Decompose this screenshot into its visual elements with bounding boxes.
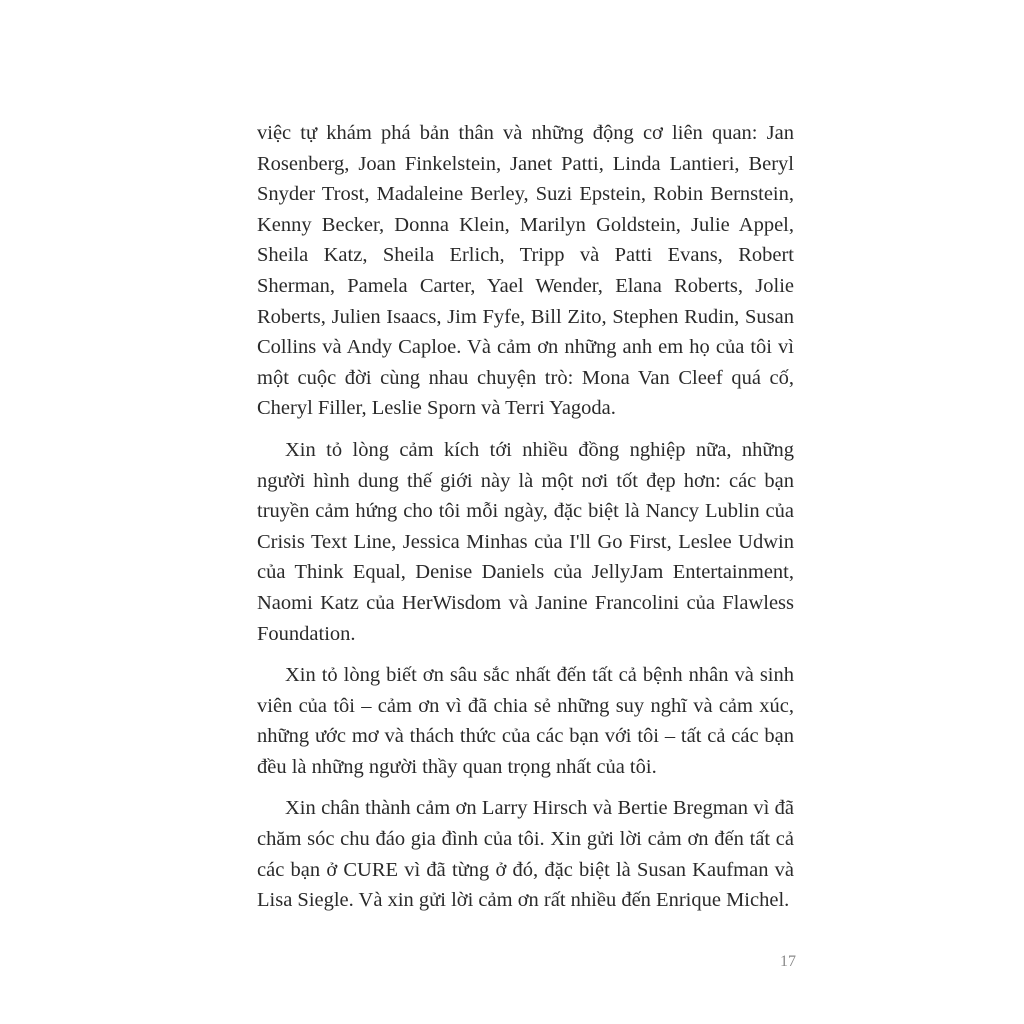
paragraph-3: Xin tỏ lòng biết ơn sâu sắc nhất đến tất cả bệnh nhân và sinh viên của tôi – cảm ơn vì đã chia sẻ những suy nghĩ và cảm xúc, những ước mơ và thách thức của các bạn với tôi – tất cả các bạn đều là những người thầy quan trọng nhất của tôi. [257, 664, 794, 778]
page-number: 17 [780, 953, 796, 970]
body-text [257, 118, 794, 927]
paragraph-2: Xin tỏ lòng cảm kích tới nhiều đồng nghiệp nữa, những người hình dung thế giới này là một nơi tốt đẹp hơn: các bạn truyền cảm hứng cho tôi mỗi ngày, đặc biệt là Nancy Lublin của Crisis Text Line, Jessica Minhas của I'll Go First, Leslee Udwin của Think Equal, Denise Daniels của JellyJam Entertainment, Naomi Katz của HerWisdom và Janine Francolini của Flawless Foundation. [257, 438, 794, 645]
paragraph-4: Xin chân thành cảm ơn Larry Hirsch và Bertie Bregman vì đã chăm sóc chu đáo gia đình của tôi. Xin gửi lời cảm ơn đến tất cả các bạn ở CURE vì đã từng ở đó, đặc biệt là Susan Kaufman và Lisa Siegle. Và xin gửi lời cảm ơn rất nhiều đến Enrique Michel. [257, 797, 794, 912]
paragraph-1: việc tự khám phá bản thân và những động cơ liên quan: Jan Rosenberg, Joan Finkelstein, Janet Patti, Linda Lantieri, Beryl Snyder Trost, Madaleine Berley, Suzi Epstein, Robin Bernstein, Kenny Becker, Donna Klein, Marilyn Goldstein, Julie Appel, Sheila Katz, Sheila Erlich, Tripp và Patti Evans, Robert Sherman, Pamela Carter, Yael Wender, Elana Roberts, Jolie Roberts, Julien Isaacs, Jim Fyfe, Bill Zito, Stephen Rudin, Susan Collins và Andy Caploe. Và cảm ơn những anh em họ của tôi vì một cuộc đời cùng nhau chuyện trò: Mona Van Cleef quá cố, Cheryl Filler, Leslie Sporn và Terri Yagoda. [257, 122, 794, 420]
